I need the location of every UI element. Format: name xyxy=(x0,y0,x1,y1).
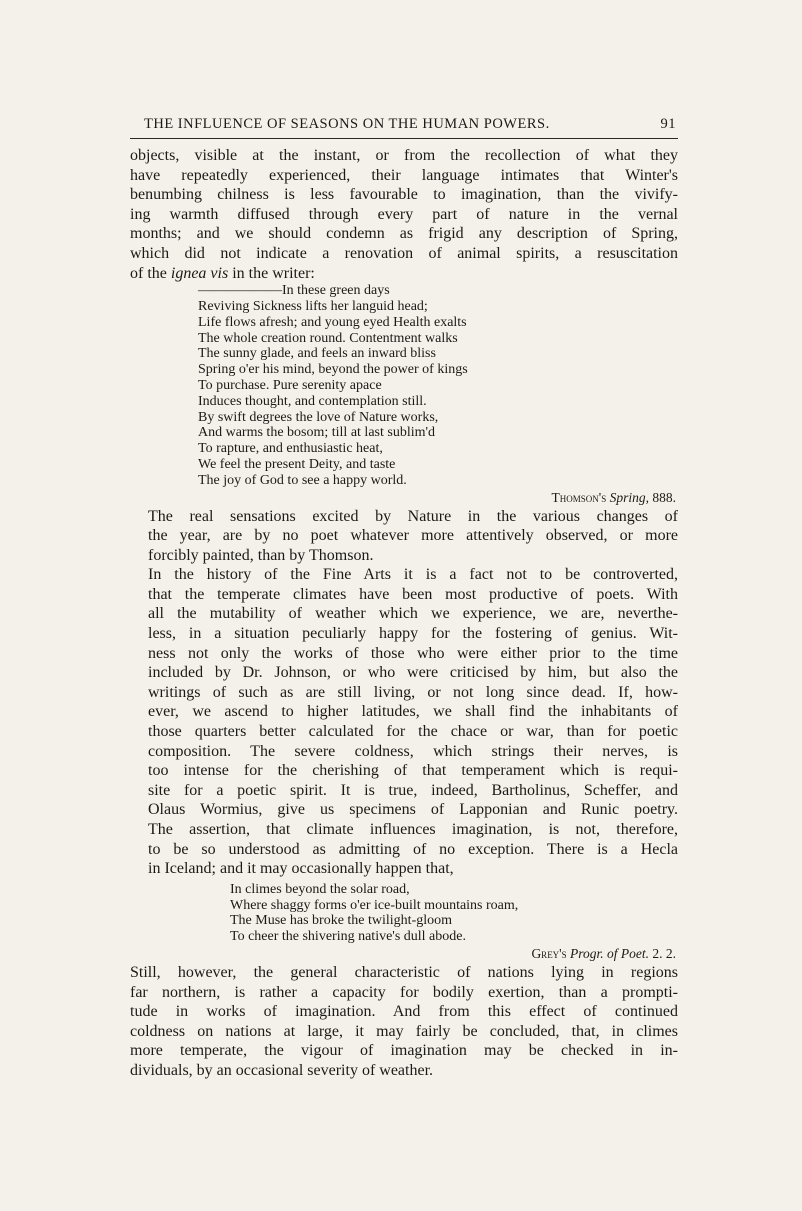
cite-work: Progr. of Poet. xyxy=(570,945,649,961)
text-line: ness not only the works of those who were either prior to the time xyxy=(148,644,678,662)
paragraph-3 xyxy=(130,565,678,879)
verse-line: Spring o'er his mind, beyond the power of kings xyxy=(198,362,468,378)
verse-quotation-thomson xyxy=(198,283,678,488)
running-title: THE INFLUENCE OF SEASONS ON THE HUMAN POWERS. xyxy=(144,116,550,132)
verse-line: The whole creation round. Contentment walks xyxy=(198,330,458,346)
text-line: far northern, is rather a capacity for bodily exertion, than a prompti- xyxy=(130,983,678,1001)
text-line: too intense for the cherishing of that temperament which is requi- xyxy=(148,762,678,780)
text-line: that the temperate climates have been most productive of poets. With xyxy=(148,585,678,603)
verse-line: Reviving Sickness lifts her languid head; xyxy=(198,298,428,314)
text-line: The assertion, that climate influences imagination, is not, therefore, xyxy=(148,821,678,839)
cite-work: Spring, xyxy=(609,489,649,505)
verse-line: To cheer the shivering native's dull abode. xyxy=(230,929,466,945)
text-line: site for a poetic spirit. It is true, indeed, Bartholinus, Scheffer, and xyxy=(148,781,678,799)
text-line: all the mutability of weather which we experience, we are, neverthe- xyxy=(148,605,678,623)
text-line: dividuals, by an occasional severity of weather. xyxy=(130,1061,434,1079)
verse-line: By swift degrees the love of Nature works, xyxy=(198,409,439,425)
page-number: 91 xyxy=(660,116,676,132)
text-line: composition. The severe coldness, which strings their nerves, is xyxy=(148,742,678,760)
text-line: included by Dr. Johnson, or who were criticised by him, but also the xyxy=(148,664,678,682)
text-line: Olaus Wormius, give us specimens of Lapponian and Runic poetry. xyxy=(148,801,678,819)
text-line: writings of such as are still living, or not long since dead. If, how- xyxy=(148,683,678,701)
paragraph-1 xyxy=(130,146,678,283)
text-line: to be so understood as admitting of no exception. There is a Hecla xyxy=(148,840,678,858)
text-line: more temperate, the vigour of imagination may be checked in in- xyxy=(130,1042,678,1060)
text-line: those quarters better calculated for the chace or war, than for poetic xyxy=(148,723,678,741)
citation-grey xyxy=(130,945,678,963)
verse-line: To purchase. Pure serenity apace xyxy=(198,377,382,393)
text-line: tude in works of imagination. And from this effect of continued xyxy=(130,1003,678,1021)
running-header xyxy=(130,112,678,139)
text-line: forcibly painted, than by Thomson. xyxy=(148,546,374,564)
verse-line: Where shaggy forms o'er ice-built mountains roam, xyxy=(230,897,519,913)
text-line: ing warmth diffused through every part of nature in the vernal xyxy=(130,205,678,223)
cite-author: Grey's xyxy=(531,945,567,961)
verse-line: The sunny glade, and feels an inward bliss xyxy=(198,346,436,362)
text-line xyxy=(130,264,678,284)
text-line: objects, visible at the instant, or from the recollection of what they xyxy=(130,147,678,164)
paragraph-2 xyxy=(130,507,678,566)
text-line: the year, are by no poet whatever more attentively observed, or more xyxy=(148,527,678,545)
verse-line: The joy of God to see a happy world. xyxy=(198,472,407,488)
text-line: ever, we ascend to higher latitudes, we shall find the inhabitants of xyxy=(148,703,678,721)
text-line: Still, however, the general characteristic of nations lying in regions xyxy=(130,963,678,981)
verse-line: To rapture, and enthusiastic heat, xyxy=(198,441,383,457)
text-line: In the history of the Fine Arts it is a fact not to be controverted, xyxy=(148,566,678,584)
verse-quotation-grey xyxy=(230,882,678,945)
verse-line: ——————In these green days xyxy=(198,283,390,299)
text-line: in Iceland; and it may occasionally happen that, xyxy=(148,860,454,878)
cite-author: Thomson's xyxy=(551,489,607,505)
text-fragment: in the writer: xyxy=(228,264,315,282)
text-line: coldness on nations at large, it may fairly be concluded, that, in climes xyxy=(130,1022,678,1040)
verse-line: Life flows afresh; and young eyed Health exalts xyxy=(198,314,467,330)
verse-line: And warms the bosom; till at last sublim'd xyxy=(198,425,436,441)
cite-line: 888. xyxy=(652,489,676,505)
citation-thomson xyxy=(130,489,678,507)
text-line: benumbing chilness is less favourable to imagination, than the vivify- xyxy=(130,186,678,204)
verse-line: Induces thought, and contemplation still. xyxy=(198,393,427,409)
text-line: months; and we should condemn as frigid any description of Spring, xyxy=(130,225,678,243)
page-body xyxy=(130,146,678,1081)
text-line: which did not indicate a renovation of animal spirits, a resuscitation xyxy=(130,244,678,262)
text-fragment: of the xyxy=(130,264,171,282)
latin-phrase: ignea vis xyxy=(170,264,229,282)
text-line: The real sensations excited by Nature in the various changes of xyxy=(148,507,678,525)
verse-line: The Muse has broke the twilight-gloom xyxy=(230,913,453,929)
cite-line: 2. 2. xyxy=(652,945,676,961)
text-line: less, in a situation peculiarly happy for the fostering of genius. Wit- xyxy=(148,625,678,643)
paragraph-4 xyxy=(130,963,678,1081)
verse-line: We feel the present Deity, and taste xyxy=(198,456,396,472)
verse-line: In climes beyond the solar road, xyxy=(230,881,410,897)
text-line: have repeatedly experienced, their language intimates that Winter's xyxy=(130,166,678,184)
